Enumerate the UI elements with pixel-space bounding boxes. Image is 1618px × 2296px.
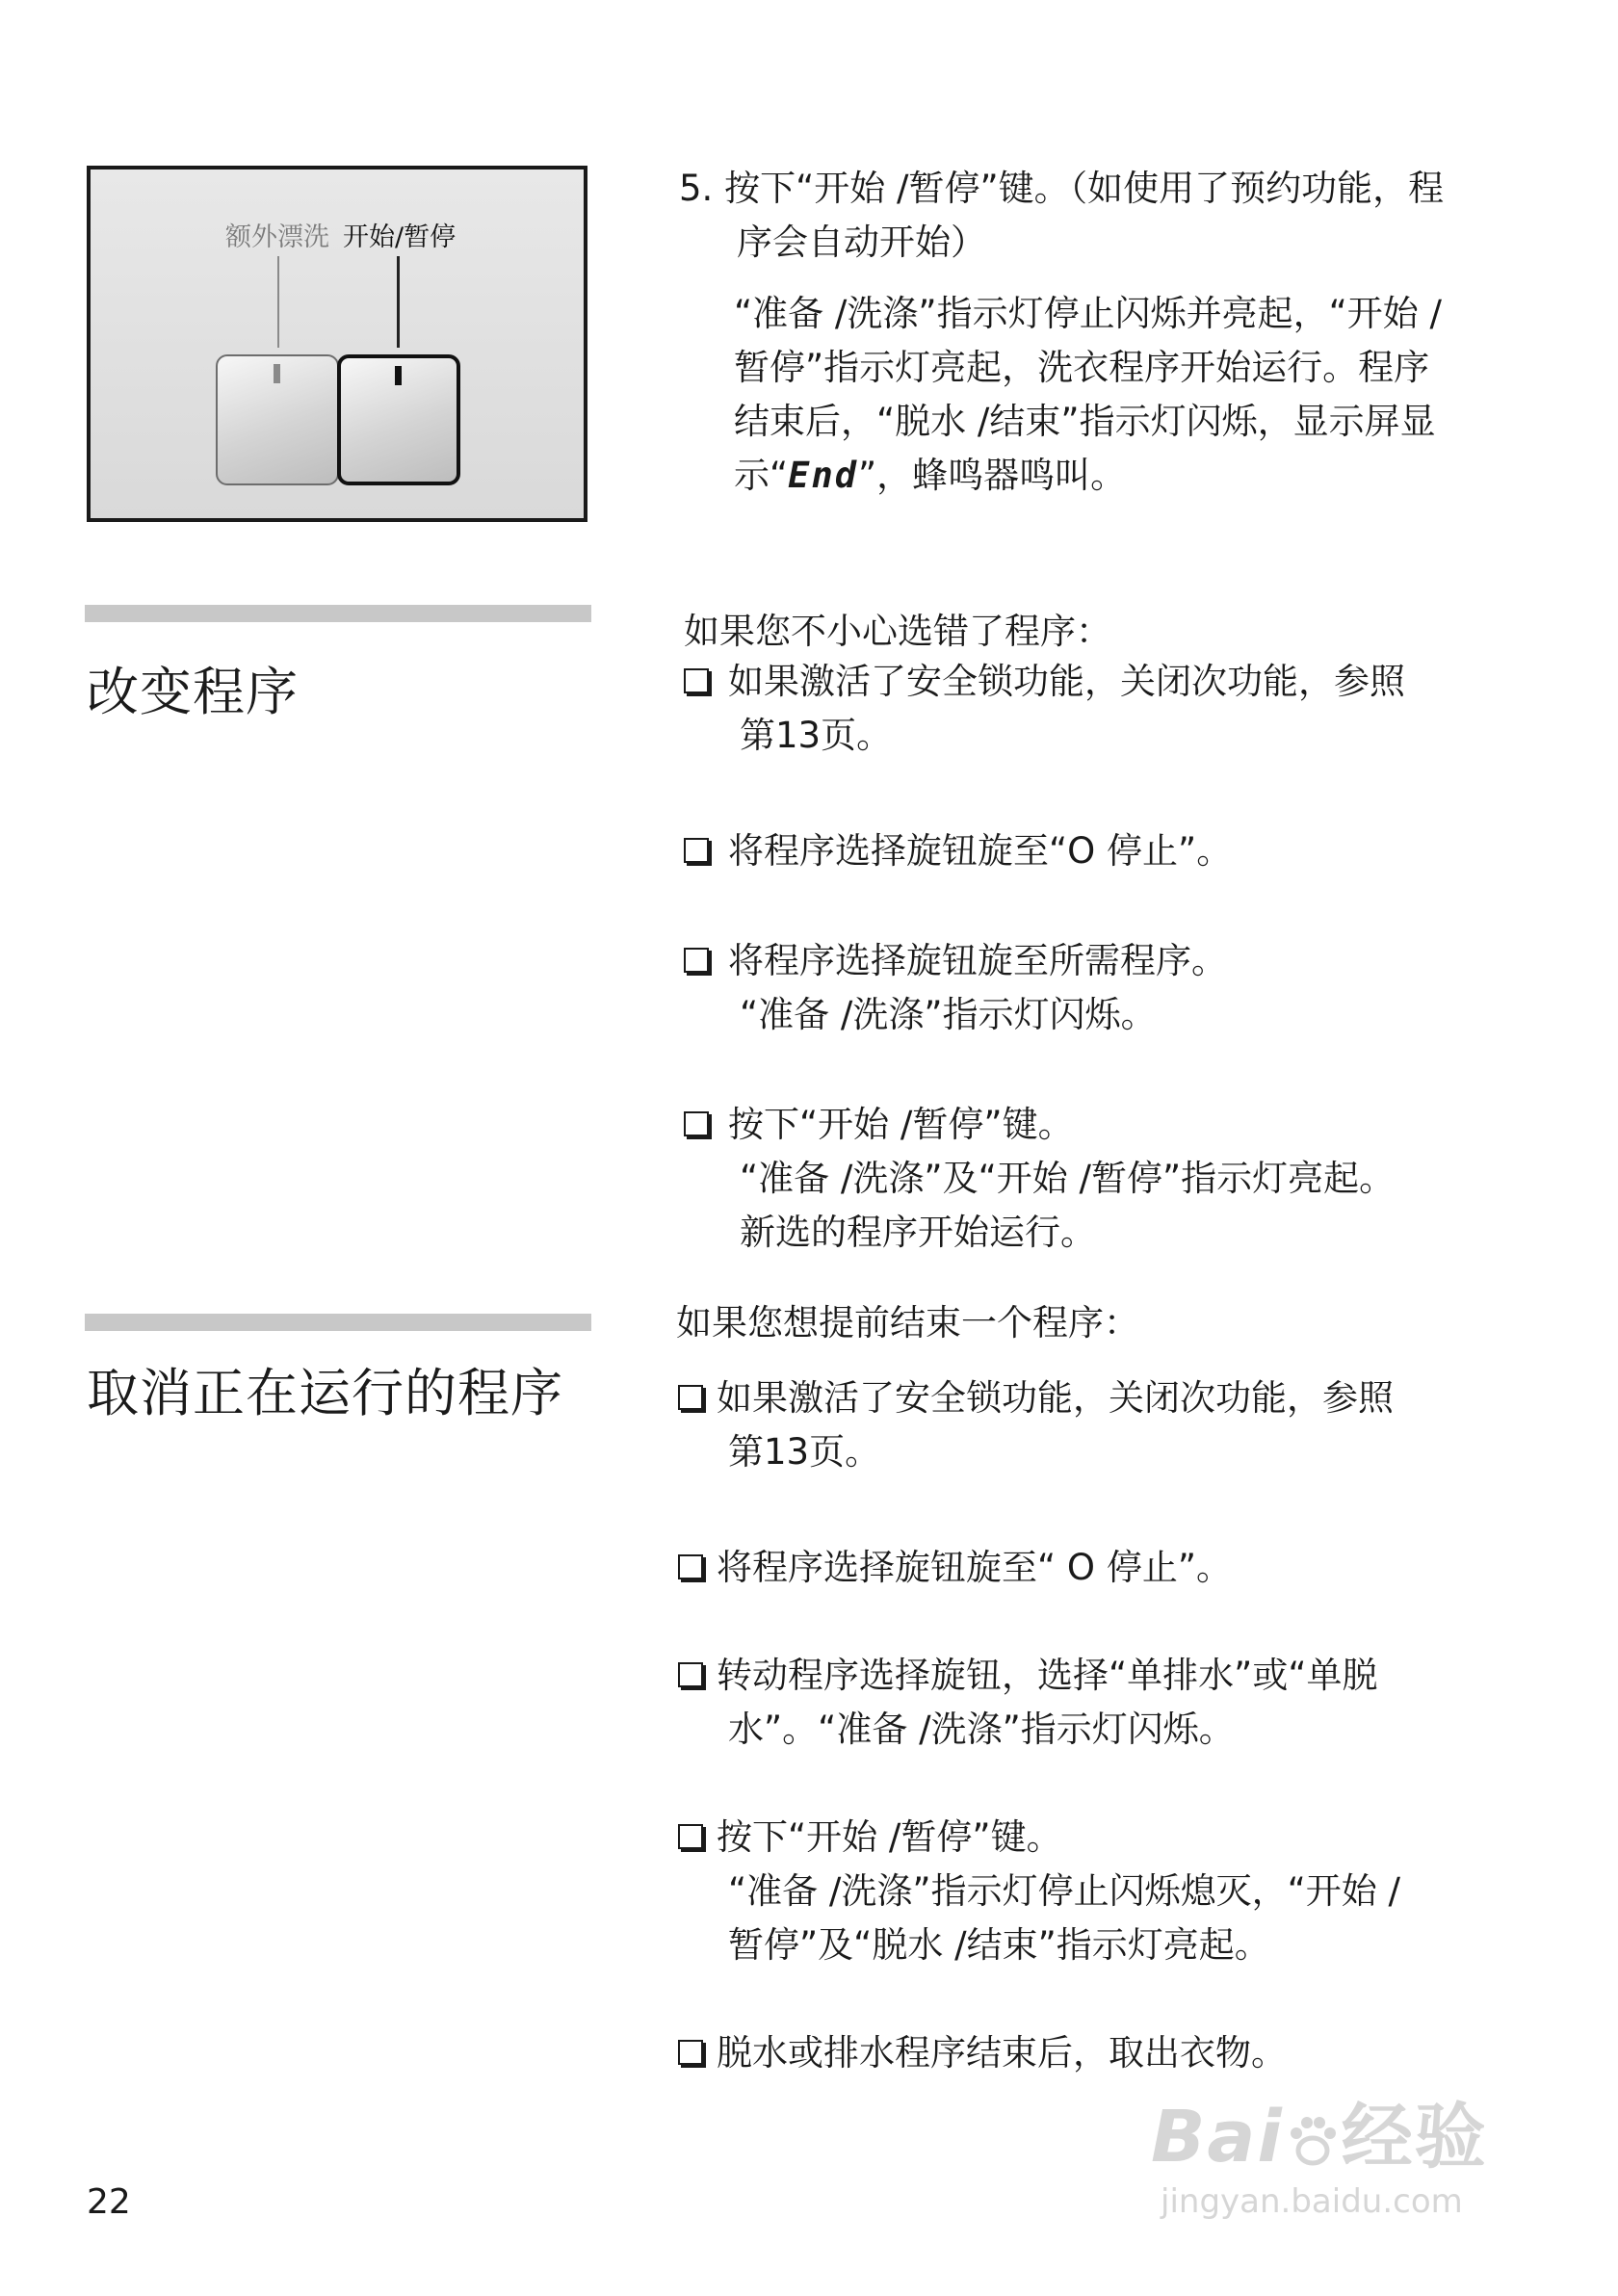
section-divider-change xyxy=(85,605,591,622)
start-pause-indicator-led xyxy=(395,366,402,385)
checkbox-bullet-icon xyxy=(684,948,709,973)
change-item-3-line2: “准备 /洗涤”指示灯闪烁。 xyxy=(740,994,1157,1035)
cancel-item-1-line2: 第13页。 xyxy=(728,1431,881,1473)
cancel-item-3 xyxy=(678,1649,1378,1703)
start-pause-leader-line xyxy=(397,256,400,348)
checkbox-bullet-icon xyxy=(678,1662,703,1687)
change-item-3 xyxy=(684,934,1227,988)
cancel-item-1-line1: 如果激活了安全锁功能，关闭次功能，参照 xyxy=(717,1377,1394,1419)
extra-rinse-indicator-led xyxy=(274,364,280,383)
section-divider-cancel xyxy=(85,1314,591,1331)
page-number: 22 xyxy=(87,2182,131,2222)
extra-rinse-leader-line xyxy=(277,256,279,348)
watermark-logo-left: Bai xyxy=(1151,2096,1284,2179)
step5-detail-line4-suffix: ”，蜂鸣器鸣叫。 xyxy=(858,455,1127,496)
extra-rinse-button xyxy=(216,354,339,485)
cancel-intro: 如果您想提前结束一个程序： xyxy=(676,1302,1139,1344)
change-item-2 xyxy=(684,824,1232,878)
step5-detail-line3: 结束后，“脱水 /结束”指示灯闪烁，显示屏显 xyxy=(734,401,1436,442)
baidu-jingyan-watermark xyxy=(1151,2080,1488,2221)
control-panel-illustration xyxy=(87,166,587,522)
extra-rinse-label: 额外漂洗 xyxy=(225,222,329,252)
checkbox-bullet-icon xyxy=(678,2040,703,2065)
cancel-item-5-line1: 脱水或排水程序结束后，取出衣物。 xyxy=(717,2032,1287,2074)
change-item-4-line1: 按下“开始 /暂停”键。 xyxy=(728,1104,1074,1145)
baidu-paw-icon xyxy=(1284,2112,1342,2170)
cancel-item-4-line3: 暂停”及“脱水 /结束”指示灯亮起。 xyxy=(728,1924,1270,1966)
checkbox-bullet-icon xyxy=(678,1824,703,1849)
cancel-item-3-line2: 水”。“准备 /洗涤”指示灯闪烁。 xyxy=(728,1709,1235,1750)
step5-line2: 序会自动开始） xyxy=(737,222,986,263)
change-item-1-line2: 第13页。 xyxy=(740,715,893,756)
cancel-item-4-line1: 按下“开始 /暂停”键。 xyxy=(717,1816,1062,1858)
checkbox-bullet-icon xyxy=(678,1554,703,1579)
cancel-item-4-line2: “准备 /洗涤”指示灯停止闪烁熄灭，“开始 / xyxy=(728,1870,1400,1912)
checkbox-bullet-icon xyxy=(684,838,709,863)
step5-detail-line2: 暂停”指示灯亮起，洗衣程序开始运行。程序 xyxy=(734,347,1430,388)
change-item-4-line2: “准备 /洗涤”及“开始 /暂停”指示灯亮起。 xyxy=(740,1158,1396,1199)
checkbox-bullet-icon xyxy=(684,1111,709,1136)
step5-detail-line1: “准备 /洗涤”指示灯停止闪烁并亮起，“开始 / xyxy=(734,293,1442,334)
change-item-2-line1: 将程序选择旋钮旋至“O 停止”。 xyxy=(728,830,1233,872)
cancel-item-3-line1: 转动程序选择旋钮，选择“单排水”或“单脱 xyxy=(717,1655,1378,1696)
change-item-1-line1: 如果激活了安全锁功能，关闭次功能，参照 xyxy=(728,661,1405,702)
change-intro: 如果您不小心选错了程序： xyxy=(684,611,1111,652)
display-end-text: End xyxy=(788,455,858,496)
cancel-item-4 xyxy=(678,1811,1062,1865)
cancel-item-2-line1: 将程序选择旋钮旋至“ O 停止”。 xyxy=(717,1547,1232,1588)
watermark-url: jingyan.baidu.com xyxy=(1161,2182,1463,2221)
start-pause-label: 开始/暂停 xyxy=(343,222,457,252)
change-item-4-line3: 新选的程序开始运行。 xyxy=(740,1212,1096,1253)
cancel-item-1 xyxy=(678,1371,1394,1425)
heading-cancel-program: 取消正在运行的程序 xyxy=(87,1363,563,1423)
change-item-3-line1: 将程序选择旋钮旋至所需程序。 xyxy=(728,940,1227,981)
heading-change-program: 改变程序 xyxy=(87,662,299,722)
cancel-item-5 xyxy=(678,2026,1287,2080)
start-pause-button xyxy=(337,354,460,485)
cancel-item-2 xyxy=(678,1541,1232,1595)
watermark-logo-right: 经验 xyxy=(1341,2096,1488,2179)
watermark-logo xyxy=(1151,2080,1488,2182)
change-item-4 xyxy=(684,1098,1074,1152)
checkbox-bullet-icon xyxy=(684,668,709,693)
change-item-1 xyxy=(684,655,1405,709)
step5-line1: 5. 按下“开始 /暂停”键。（如使用了预约功能，程 xyxy=(679,168,1445,209)
step5-detail-line4 xyxy=(734,449,1126,503)
step5-detail-line4-prefix: 示“ xyxy=(734,455,789,496)
checkbox-bullet-icon xyxy=(678,1385,703,1410)
